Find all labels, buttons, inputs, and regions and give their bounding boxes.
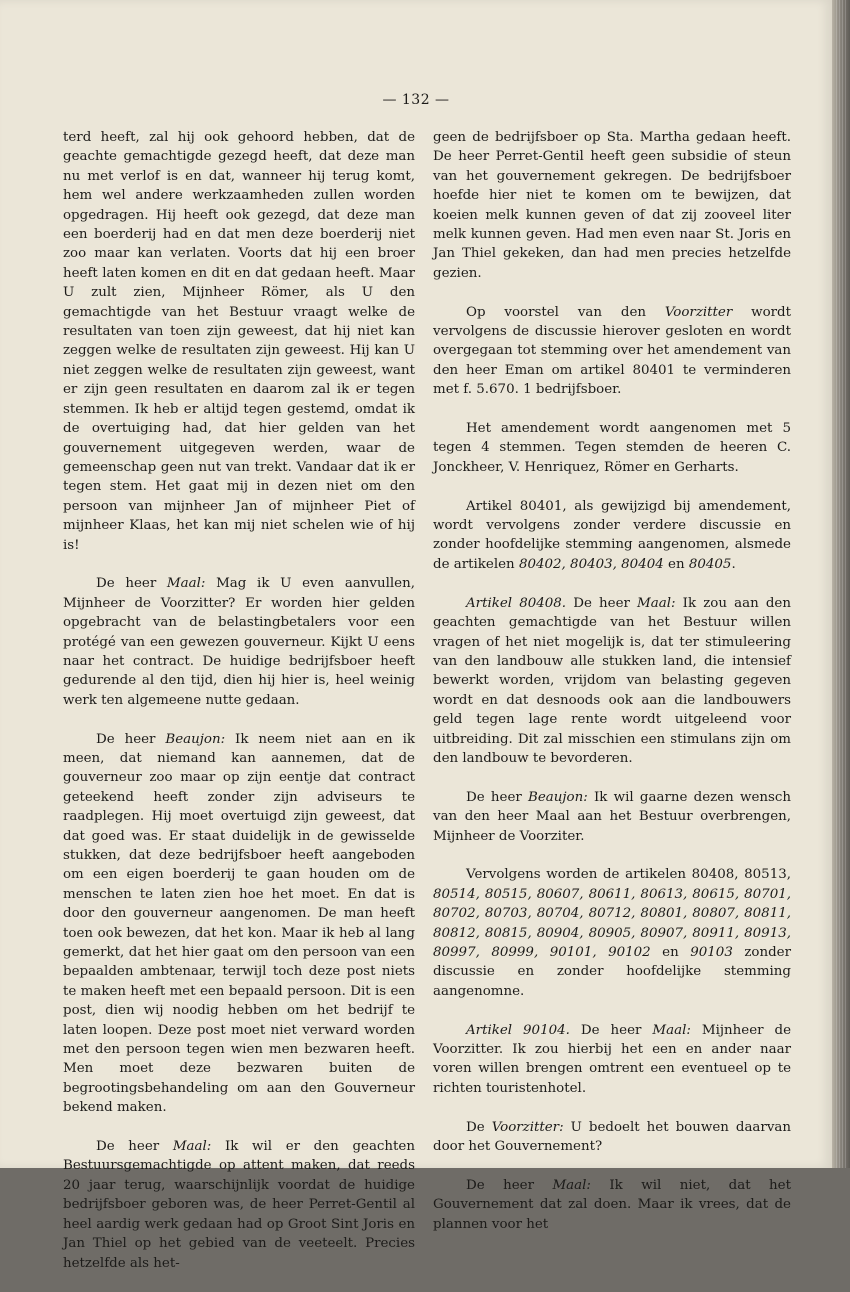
paragraph <box>433 788 791 846</box>
conjunction: en <box>650 944 691 960</box>
paragraph-text: U bedoelt het bouwen daarvan door het Gouvernement? <box>433 1119 791 1154</box>
paragraph-text: Ik neem niet aan en ik meen, dat niemand kan aannemen, dat de gouverneur zoo maar op zijn eentje dat contract geteekend heeft zonder zijn adviseurs te raadplegen. Hij moet overtuigd zijn geweest, dat dat goed was. Er staat duidelijk in de gewisselde stukken, dat deze bedrijfsboer heeft aangeboden om een eigen boerderij te gaan houden om de menschen te laten zien hoe het moet. En dat is door den gouverneur aangenomen. De man heeft toen ook bewezen, dat het kon. Maar ik heb al lang gemerkt, dat het hier gaat om den persoon van een bepaalden ambtenaar, terwijl toch deze post niets te maken heeft met een bepaald persoon. Dit is een post, dien wij noodig hebben om het bedrijf te laten loopen. Deze post moet niet verward worden met den persoon tegen wien men bezwaren heeft. Men moet deze bezwaren buiten de begrootingsbehandeling om aan den Gouverneur bekend maken. <box>63 731 415 1116</box>
paragraph-text: terd heeft, zal hij ook gehoord hebben, dat de geachte gemachtigde gezegd heeft, dat deze man nu met verlof is en dat, wanneer hij terug komt, hem wel andere werkzaamheden zullen worden opgedragen. Hij heeft ook gezegd, dat deze man een boerderij had en dat men deze boerderij niet zoo maar kan verlaten. Voorts dat hij een broer heeft laten komen en dit en dat gedaan heeft. Maar U zult zien, Mijnheer Römer, als U den gemachtigde van het Bestuur vraagt welke de resultaten van toen zijn geweest, dat hij niet kan zeggen welke de resultaten zijn geweest. Hij kan U niet zeggen welke de resultaten zijn geweest, want er zijn geen resultaten en daarom zal ik er tegen stemmen. Ik heb er altijd tegen gestemd, omdat ik de overtuiging had, dat hier gelden van het gouvernement uitgegeven werden, waar de gemeenschap geen nut van trekt. Vandaar dat ik er tegen stem. Het gaat mij in dezen niet om den persoon van mijnheer Jan of mijnheer Piet of mijnheer Klaas, het kan mij niet schelen wie of hij is! <box>63 130 415 553</box>
speaker-name: Maal: <box>637 595 676 611</box>
paragraph <box>433 1021 791 1099</box>
speaker-lead: De heer <box>566 595 638 611</box>
article-heading: Artikel 90104. <box>466 1022 570 1038</box>
paragraph <box>433 303 791 400</box>
paragraph <box>433 865 791 1001</box>
paragraph-text: Mijnheer de Voorzitter. Ik zou hierbij het een en ander naar voren willen brengen omtrent een eventueel op te richten touristenhotel. <box>433 1022 792 1096</box>
conjunction: en <box>663 556 689 572</box>
speaker-lead: De heer <box>466 1177 553 1193</box>
paragraph <box>433 594 791 769</box>
paragraph <box>63 574 415 710</box>
speaker-lead: De heer <box>96 731 166 747</box>
paragraph-text: wordt vervolgens de discussie hierover gesloten en wordt overgegaan tot stemming over het amendement van den heer Eman om artikel 80401 te verminderen met f. 5.670. 1 bedrijfsboer. <box>433 304 791 398</box>
speaker-name: Beaujon: <box>165 731 226 747</box>
paragraph-text: Mag ik U even aanvullen, Mijnheer de Voorzitter? Er worden hier gelden opgebracht van de belastingbetalers voor een protégé van een gewezen gouverneur. Kijkt U eens naar het contract. De huidige bedrijfsboer heeft gedurende al den tijd, dien hij hier is, heel weinig werk ten algemeene nutte gedaan. <box>63 576 415 708</box>
speaker-name: Maal: <box>552 1177 591 1193</box>
paragraph-text: Ik wil gaarne dezen wensch van den heer Maal aan het Bestuur overbrengen, Mijnheer de Voorziter. <box>433 789 791 844</box>
article-number: 90103 <box>690 944 733 960</box>
paragraph <box>433 1118 791 1157</box>
paragraph <box>63 128 415 555</box>
article-numbers: 80514, 80515, 80607, 80611, 80613, 80615, 80701, 80702, 80703, 80704, 80712, 80801, 80807, 80811, 80812, 80815, 80904, 80905, 80907, 80911, 80913, 80997, 80999, 90101, 90102 <box>433 886 791 960</box>
speaker-lead: De heer <box>466 789 529 805</box>
paragraph <box>433 497 791 575</box>
left-column <box>63 128 415 1292</box>
paragraph-text: geen de bedrijfsboer op Sta. Martha gedaan heeft. De heer Perret-Gentil heeft geen subsidie of steun van het gouvernement gekregen. De bedrijfsboer hoefde hier niet te komen om te bewijzen, dat koeien melk kunnen geven of dat zij zooveel liter melk kunnen geven. Had men even naar St. Joris en Jan Thiel gekeken, dan had men precies hetzelfde gezien. <box>433 130 791 281</box>
speaker-name: Maal: <box>652 1022 691 1038</box>
speaker-name: Maal: <box>172 1139 212 1155</box>
speaker-name: Maal: <box>166 576 206 592</box>
speaker-lead: De heer <box>96 1139 173 1155</box>
paragraph-text: zonder discussie en zonder hoofdelijke stemming aangenomne. <box>433 944 791 999</box>
speaker-name: Beaujon: <box>528 789 588 805</box>
speaker-lead: De heer <box>569 1022 653 1038</box>
article-number: 80405 <box>688 556 732 572</box>
speaker-name: Voorzitter: <box>491 1119 564 1135</box>
paragraph <box>63 730 415 1118</box>
paragraph-text: Vervolgens worden de artikelen 80408, 80513, <box>466 867 791 883</box>
page-edge-texture <box>836 0 846 1168</box>
paragraph <box>433 128 791 283</box>
speaker-lead: De heer <box>96 576 167 592</box>
paragraph <box>433 1176 791 1234</box>
speaker-lead: Op voorstel van den <box>466 304 665 320</box>
paragraph <box>63 1137 415 1273</box>
paragraph-text: Het amendement wordt aangenomen met 5 tegen 4 stemmen. Tegen stemden de heeren C. Jonckheer, V. Henriquez, Römer en Gerharts. <box>433 421 791 475</box>
speaker-lead: De <box>466 1119 492 1135</box>
article-numbers: 80402, 80403, 80404 <box>518 556 664 572</box>
paragraph-text: Ik zou aan den geachten gemachtigde van het Bestuur willen vragen of het niet mogelijk is, dat ter stimuleering van den landbouw alle stukken land, die intensief bewerkt worden, vrijdom van belasting gegeven wordt en dat desnoods ook aan die landbouwers geld tegen lage rente wordt uitgeleend voor uitbreiding. Dit zal misschien een stimulans zijn om den landbouw te bevorderen. <box>433 595 791 766</box>
paragraph-text: Ik wil er den geachten Bestuursgemachtigde op attent maken, dat reeds 20 jaar terug, waarschijnlijk voordat de huidige bedrijfsboer geboren was, de heer Perret-Gentil al heel aardig werk gedaan had op Groot Sint Joris en Jan Thiel op het gebied van de veeteelt. Precies hetzelfde als het- <box>63 1139 415 1271</box>
paragraph-text: Ik wil niet, dat het Gouvernement dat zal doen. Maar ik vrees, dat de plannen voor het <box>433 1177 791 1232</box>
article-heading: Artikel 80408. <box>466 595 567 611</box>
right-column <box>433 128 791 1253</box>
paragraph-text: Artikel 80401, als gewijzigd bij amendement, wordt vervolgens zonder verdere discussie en zonder hoofdelijke stemming aangenomen, alsmede de artikelen <box>433 498 791 572</box>
punctuation: . <box>731 556 736 572</box>
speaker-name: Voorzitter <box>664 304 733 320</box>
paragraph <box>433 419 791 477</box>
page-number: — 132 — <box>382 92 450 108</box>
